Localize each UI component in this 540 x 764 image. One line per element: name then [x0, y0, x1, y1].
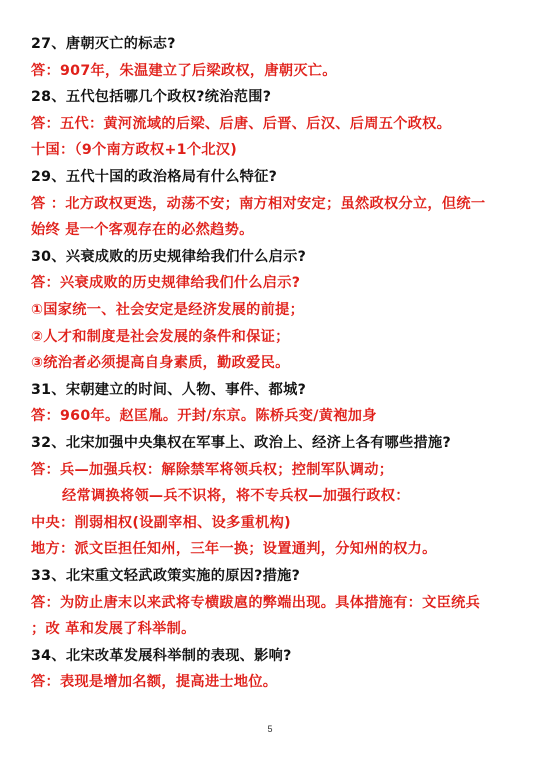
question-line: 30、兴衰成败的历史规律给我们什么启示? [31, 248, 307, 265]
answer-line: 始终 是一个客观存在的必然趋势。 [31, 222, 254, 239]
answer-line: 中央：削弱相权(设副宰相、设多重机构) [31, 514, 291, 531]
question-line: 34、北宋改革发展科举制的表现、影响? [31, 647, 292, 664]
answer-line: 答 ：北方政权更迭，动荡不安；南方相对安定；虽然政权分立，但统一 [31, 195, 486, 212]
answer-line: 十国：（9个南方政权+1个北汉) [31, 142, 238, 159]
answer-line: 答：兴衰成败的历史规律给我们什么启示? [31, 275, 301, 292]
answer-line: 答：为防止唐末以来武将专横跋扈的弊端出现。具体措施有：文臣统兵 [31, 594, 481, 611]
answer-line: ②人才和制度是社会发展的条件和保证； [31, 328, 290, 345]
question-line: 33、北宋重文轻武政策实施的原因?措施? [31, 568, 301, 584]
answer-line: ①国家统一、社会安定是经济发展的前提； [31, 302, 305, 318]
answer-line: 答：兵—加强兵权：解除禁军将领兵权；控制军队调动； [31, 461, 394, 478]
page-number: 5 [267, 724, 273, 734]
question-line: 27、唐朝灭亡的标志? [31, 36, 176, 52]
answer-line: ；改 革和发展了科举制。 [31, 621, 196, 638]
answer-line: 答：960年。赵匡胤。开封/东京。陈桥兵变/黄袍加身 [31, 408, 377, 425]
answer-line: 经常调换将领—兵不识将，将不专兵权—加强行政权： [62, 488, 410, 505]
answer-line: 答：表现是增加名额，提高进士地位。 [31, 674, 278, 691]
question-line: 31、宋朝建立的时间、人物、事件、都城? [31, 381, 307, 398]
question-line: 29、五代十国的政治格局有什么特征? [31, 169, 278, 185]
question-line: 28、五代包括哪几个政权?统治范围? [31, 89, 272, 106]
question-line: 32、北宋加强中央集权在军事上、政治上、经济上各有哪些措施? [31, 435, 452, 451]
answer-line: 地方：派文臣担任知州，三年一换；设置通判，分知州的权力。 [31, 541, 437, 558]
answer-line: ③统治者必须提高自身素质，勤政爱民。 [31, 355, 290, 372]
answer-line: 答：907年，朱温建立了后梁政权，唐朝灭亡。 [31, 62, 337, 79]
answer-line: 答：五代：黄河流域的后梁、后唐、后晋、后汉、后周五个政权。 [31, 115, 452, 132]
